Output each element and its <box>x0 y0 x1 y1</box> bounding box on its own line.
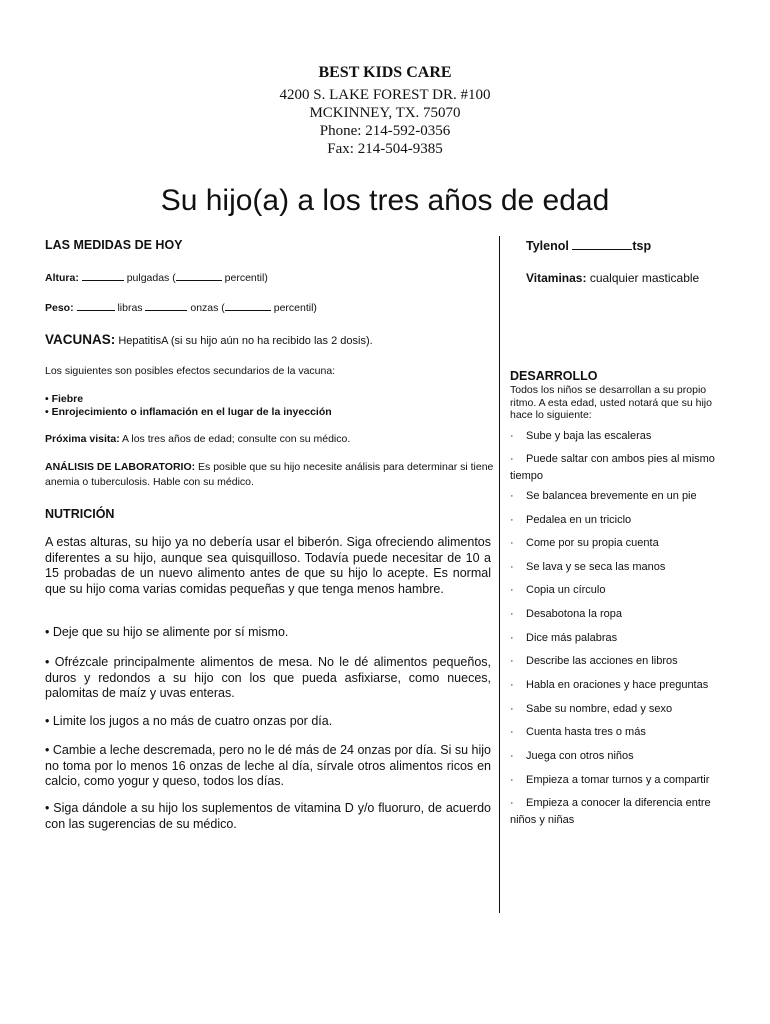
height-row <box>45 270 268 285</box>
nutrition-paragraph: • Deje que su hijo se alimente por sí mismo. <box>45 625 289 639</box>
list-item: · Empieza a tomar turnos y a compartir <box>510 774 710 786</box>
list-item: · Juega con otros niños <box>510 750 634 762</box>
next-visit-row <box>45 433 350 446</box>
vaccines-text: HepatitisA (si su hijo aún no ha recibido las 2 dosis). <box>118 335 373 347</box>
list-item: · Dice más palabras <box>510 632 618 644</box>
weight-ounces-blank[interactable] <box>145 300 187 311</box>
clinic-phone: Phone: 214-592-0356 <box>319 123 451 139</box>
list-item: · Desabotona la ropa <box>510 608 623 620</box>
weight-unit-ounces: onzas ( <box>190 302 225 314</box>
next-visit-text: A los tres años de edad; consulte con su médico. <box>122 433 351 445</box>
lab-row <box>45 461 495 474</box>
vitamins-text: cualquier masticable <box>589 271 700 285</box>
clinic-city: MCKINNEY, TX. 75070 <box>309 105 461 121</box>
nutrition-paragraph: • Siga dándole a su hijo los suplementos de vitamina D y/o fluoruro, de acuerdo con las sugerencias de su médico. <box>45 801 491 831</box>
height-label: Altura: <box>45 272 79 284</box>
height-percentile-blank[interactable] <box>176 270 222 281</box>
weight-row <box>45 300 317 315</box>
height-unit: pulgadas ( <box>126 272 176 284</box>
tylenol-row <box>526 238 651 253</box>
list-item: · Habla en oraciones y hace preguntas <box>510 679 709 691</box>
vaccine-effects-intro: Los siguientes son posibles efectos secundarios de la vacuna: <box>45 365 336 377</box>
weight-unit-pounds: libras <box>117 302 143 314</box>
nutrition-paragraph: • Cambie a leche descremada, pero no le dé más de 24 onzas por día. Si su hijo no toma por lo menos 16 onzas de leche al día, sírvale otros alimentos ricos en calcio, como yogur y queso, todos los días. <box>45 743 491 788</box>
clinic-address: 4200 S. LAKE FOREST DR. #100 <box>279 87 491 103</box>
vaccines-heading: VACUNAS: <box>45 332 116 347</box>
list-item: · Come por su propia cuenta <box>510 537 659 549</box>
list-item: · Empieza a conocer la diferencia entre niños y niñas <box>510 797 711 826</box>
clinic-fax: Fax: 214-504-9385 <box>327 141 443 157</box>
vitamins-label: Vitaminas: <box>526 271 587 285</box>
measures-heading: LAS MEDIDAS DE HOY <box>45 238 183 252</box>
height-percentile-label: percentil) <box>224 272 268 284</box>
list-item: · Puede saltar con ambos pies al mismo tiempo <box>510 453 715 482</box>
vaccine-effect-item: • Enrojecimiento o inflamación en el lugar de la inyección <box>45 406 332 418</box>
nutrition-paragraph: A estas alturas, su hijo ya no debería usar el biberón. Siga ofreciendo alimentos diferentes a su hijo, aunque sea quisquilloso. Todavía puede necesitar de 10 a 15 probadas de un nuevo alimento antes de que su hijo lo acepte. Es normal que su hijo coma varias comidas pequeñas y que tenga menos hambre. <box>45 535 491 596</box>
column-divider <box>499 236 500 913</box>
list-item: · Se balancea brevemente en un pie <box>510 490 697 502</box>
tylenol-blank[interactable] <box>572 238 632 250</box>
vitamins-row <box>526 271 699 285</box>
list-item: · Pedalea en un triciclo <box>510 514 632 526</box>
clinic-name: BEST KIDS CARE <box>318 64 452 81</box>
weight-percentile-label: percentil) <box>273 302 317 314</box>
development-heading: DESARROLLO <box>510 369 598 383</box>
tylenol-unit: tsp <box>632 239 652 253</box>
development-intro: Todos los niños se desarrollan a su propio ritmo. A esta edad, usted notará que su hijo hace lo siguiente: <box>510 384 712 421</box>
weight-percentile-blank[interactable] <box>225 300 271 311</box>
weight-pounds-blank[interactable] <box>77 300 115 311</box>
list-item: · Cuenta hasta tres o más <box>510 726 646 738</box>
page-title: Su hijo(a) a los tres años de edad <box>160 184 610 217</box>
list-item: · Se lava y se seca las manos <box>510 561 666 573</box>
list-item: · Describe las acciones en libros <box>510 655 678 667</box>
list-item: · Sabe su nombre, edad y sexo <box>510 703 673 715</box>
lab-text-2: anemia o tuberculosis. Hable con su médico. <box>45 476 254 488</box>
list-item: · Copia un círculo <box>510 584 606 596</box>
vaccines-row <box>45 332 373 347</box>
lab-label: ANÁLISIS DE LABORATORIO: <box>45 461 196 473</box>
next-visit-label: Próxima visita: <box>45 433 120 445</box>
nutrition-heading: NUTRICIÓN <box>45 507 115 521</box>
nutrition-paragraph: • Limite los jugos a no más de cuatro onzas por día. <box>45 714 333 728</box>
tylenol-label: Tylenol <box>526 239 569 253</box>
nutrition-paragraph: • Ofrézcale principalmente alimentos de mesa. No le dé alimentos pequeños, duros y redondos a su hijo con los que pueda asfixiarse, como nueces, palomitas de maíz y uvas enteras. <box>45 655 491 700</box>
weight-label: Peso: <box>45 302 74 314</box>
vaccine-effect-item: • Fiebre <box>45 393 84 405</box>
height-blank[interactable] <box>82 270 124 281</box>
lab-text: Es posible que su hijo necesite análisis para determinar si tiene <box>198 461 494 473</box>
list-item: · Sube y baja las escaleras <box>510 430 652 442</box>
